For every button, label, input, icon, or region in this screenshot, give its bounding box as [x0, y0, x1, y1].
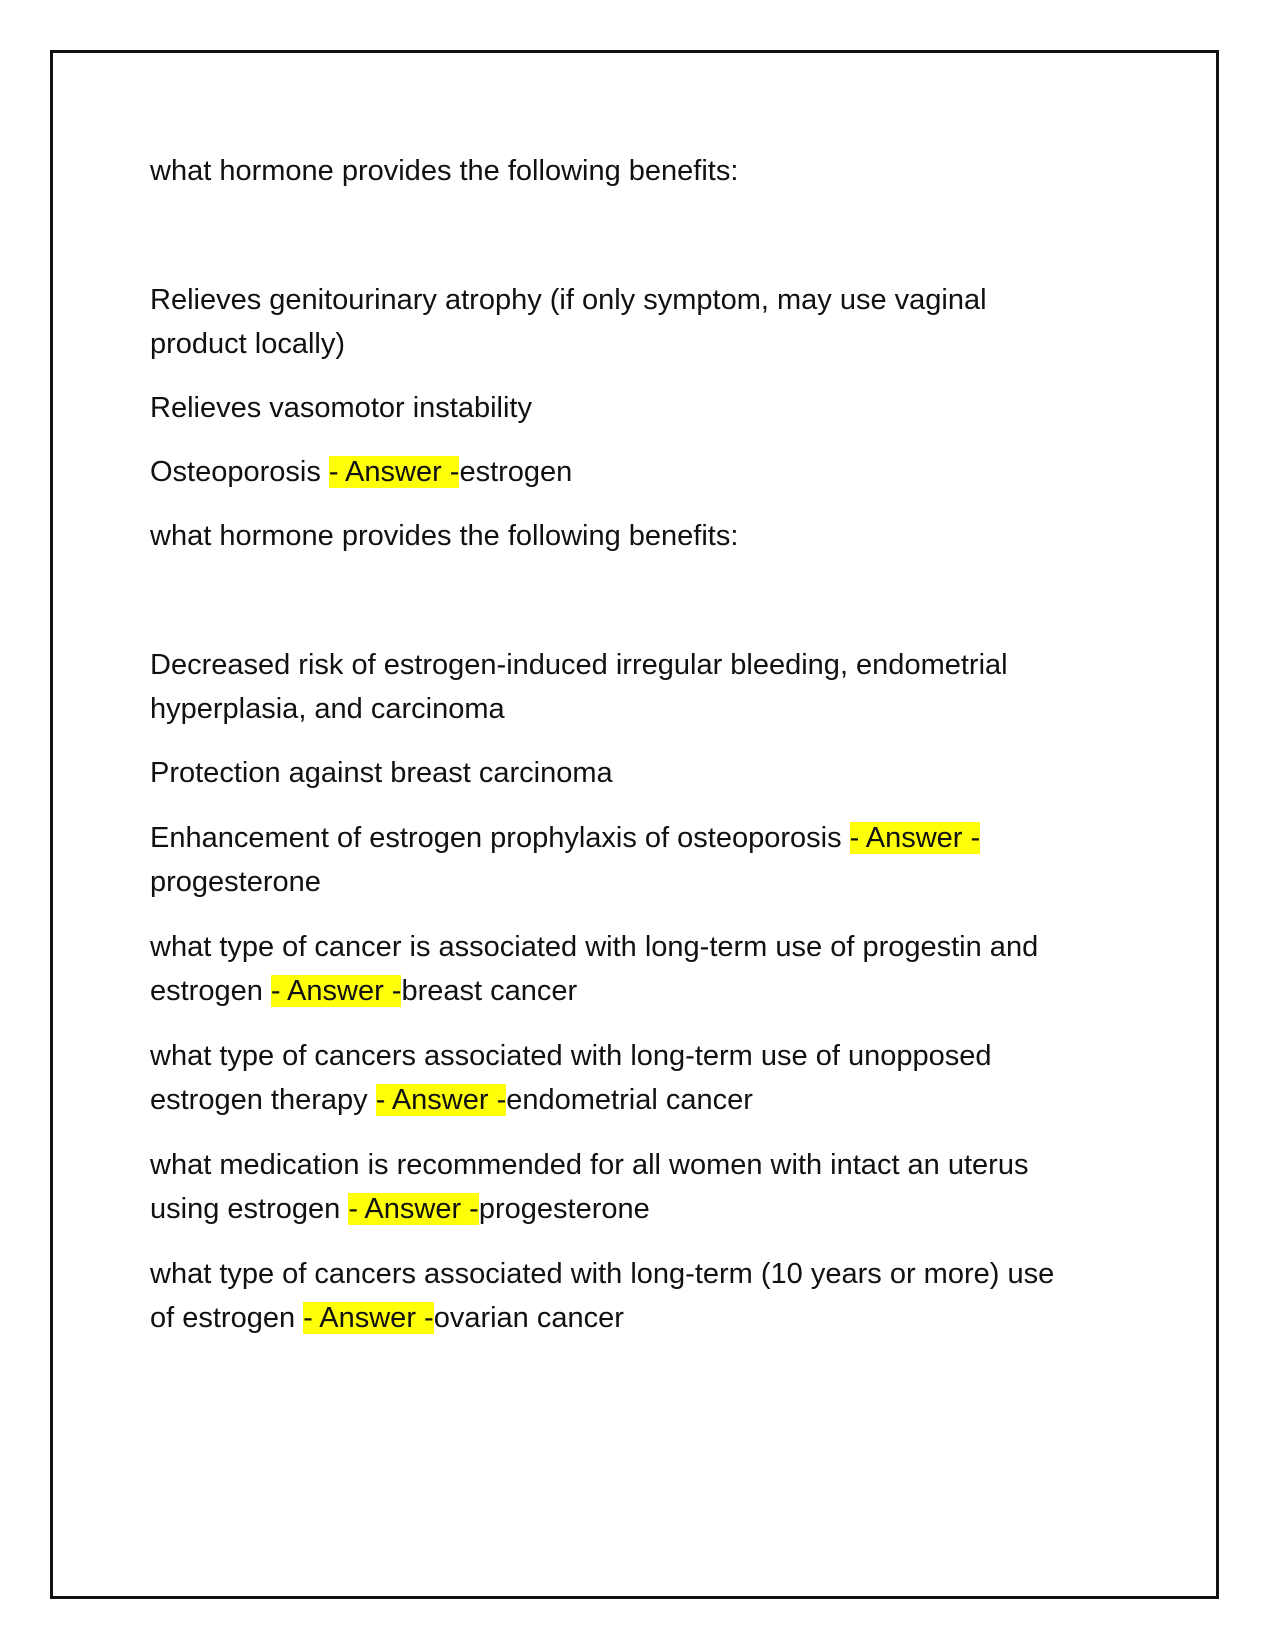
question-1-line-3: Relieves vasomotor instability	[150, 392, 532, 424]
answer-5: progesterone	[478, 1193, 650, 1225]
question-1-text: Osteoporosis	[150, 456, 329, 488]
question-2-line-3: Protection against breast carcinoma	[150, 757, 613, 789]
question-3-line-1: what type of cancer is associated with long-term use of progestin and	[150, 931, 1039, 963]
answer-marker-5: - Answer -	[348, 1193, 479, 1225]
question-6-line-1: what type of cancers associated with long-term (10 years or more) use	[150, 1258, 1055, 1290]
question-4-answer-line	[150, 1077, 753, 1123]
question-2-text: Enhancement of estrogen prophylaxis of osteoporosis	[150, 822, 850, 854]
question-1-answer-line	[150, 449, 572, 495]
answer-1: estrogen	[459, 456, 573, 488]
question-5-line-1: what medication is recommended for all women with intact an uterus	[150, 1149, 1029, 1181]
question-5-text: using estrogen	[150, 1193, 349, 1225]
question-6-answer-line	[150, 1295, 624, 1341]
question-5-answer-line	[150, 1186, 650, 1232]
answer-6: ovarian cancer	[433, 1302, 624, 1334]
question-2-heading: what hormone provides the following benefits:	[150, 520, 739, 552]
question-3-answer-line	[150, 968, 577, 1014]
answer-marker-4: - Answer -	[375, 1084, 507, 1116]
question-4-line-1: what type of cancers associated with long-term use of unopposed	[150, 1040, 992, 1072]
question-2-line-2: hyperplasia, and carcinoma	[150, 693, 505, 725]
question-4-text: estrogen therapy	[150, 1084, 376, 1116]
question-3-text: estrogen	[150, 975, 271, 1007]
question-1-heading: what hormone provides the following benefits:	[150, 155, 739, 187]
answer-2: progesterone	[150, 866, 321, 898]
answer-marker-6: - Answer -	[303, 1302, 434, 1334]
answer-marker-2: - Answer -	[849, 822, 981, 854]
answer-marker-1: - Answer -	[328, 456, 460, 488]
question-2-line-1: Decreased risk of estrogen-induced irregular bleeding, endometrial	[150, 649, 1008, 681]
answer-3: breast cancer	[401, 975, 578, 1007]
question-6-text: of estrogen	[150, 1302, 304, 1334]
answer-marker-3: - Answer -	[270, 975, 402, 1007]
question-1-line-1: Relieves genitourinary atrophy (if only symptom, may use vaginal	[150, 284, 987, 316]
question-1-line-2: product locally)	[150, 328, 346, 360]
answer-4: endometrial cancer	[506, 1084, 753, 1116]
question-2-answer-line	[150, 815, 980, 861]
